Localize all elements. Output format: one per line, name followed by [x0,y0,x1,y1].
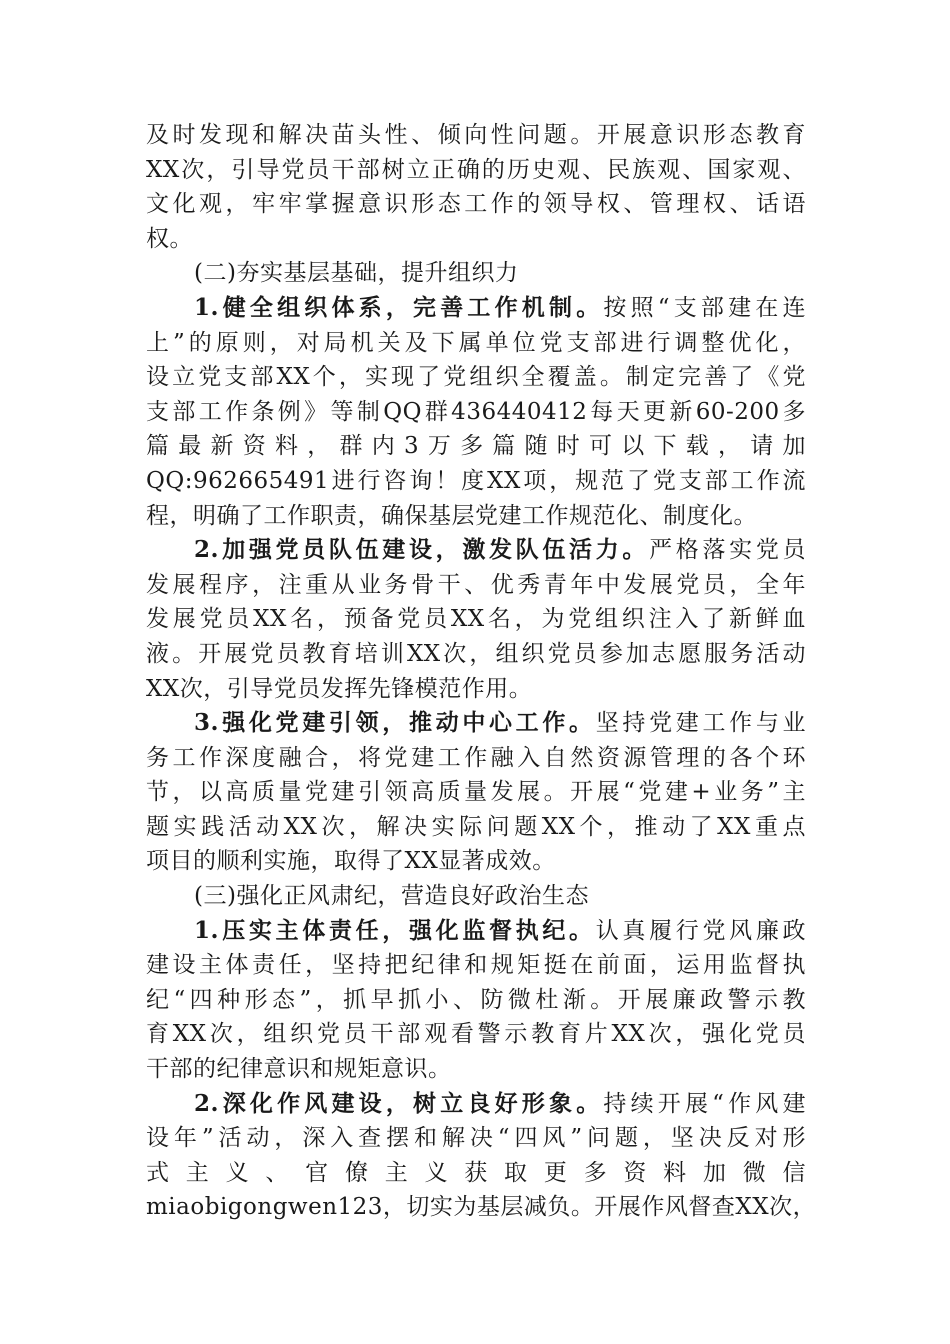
text-run: 按照“支部建在连 [603,294,806,321]
paragraph-heading: 1.健全组织体系，完善工作机制。 [194,293,604,321]
paragraph-heading: 1.压实主体责任，强化监督执纪。 [194,916,596,944]
text-line: miaobigongwen123，切实为基层减负。开展作风督查XX次， [146,1194,817,1221]
text-line [146,291,806,326]
section-heading [146,879,806,914]
text-line: 程，明确了工作职责，确保基层党建工作规范化、制度化。 [146,502,757,529]
paragraph [146,706,806,879]
text-line: 支部工作条例》等制QQ群436440412每天更新60-200多 [146,398,806,425]
text-run: 严格落实党员 [649,537,806,564]
text-line: 节，以高质量党建引领高质量发展。开展“党建+业务”主 [146,779,806,806]
text-line [146,1087,806,1122]
text-line: 发展党员XX名，预备党员XX名，为党组织注入了新鲜血 [146,606,806,633]
text-line [146,533,806,568]
section-heading [146,256,806,291]
text-line: 液。开展党员教育培训XX次，组织党员参加志愿服务活动 [146,640,806,667]
section-heading-text: (二)夯实基层基础，提升组织力 [194,260,519,287]
text-line [146,914,806,949]
text-line [146,706,806,741]
text-line: 文化观，牢牢掌握意识形态工作的领导权、管理权、话语 [146,191,806,218]
text-line: 项目的顺利实施，取得了XX显著成效。 [146,848,556,875]
text-line: 权。 [146,225,193,252]
text-line: 式主义、官僚主义获取更多资料加微信 [146,1159,806,1186]
text-line: XX次，引导党员干部树立正确的历史观、民族观、国家观、 [146,156,806,183]
text-line: 建设主体责任，坚持把纪律和规矩挺在前面，运用监督执 [146,952,806,979]
paragraph-heading: 3.强化党建引领，推动中心工作。 [194,709,596,737]
text-line: 务工作深度融合，将党建工作融入自然资源管理的各个环 [146,744,806,771]
text-line: 干部的纪律意识和规矩意识。 [146,1056,452,1083]
paragraph-heading: 2.加强党员队伍建设，激发队伍活力。 [194,536,650,564]
section-heading-text: (三)强化正风肃纪，营造良好政治生态 [194,883,589,910]
text-line: 纪“四种形态”，抓早抓小、防微杜渐。开展廉政警示教 [146,986,806,1013]
text-line: 题实践活动XX次，解决实际问题XX个，推动了XX重点 [146,813,806,840]
text-run: 持续开展“作风建 [603,1090,806,1117]
text-line: XX次，引导党员发挥先锋模范作用。 [146,675,533,702]
paragraph [146,1087,817,1225]
text-line: 发展程序，注重从业务骨干、优秀青年中发展党员，全年 [146,571,806,598]
text-line: 及时发现和解决苗头性、倾向性问题。开展意识形态教育 [146,122,806,148]
paragraph [146,291,806,533]
text-run: 坚持党建工作与业 [595,710,807,737]
paragraph-heading: 2.深化作风建设，树立良好形象。 [194,1089,604,1117]
text-line: 篇最新资料，群内3万多篇随时可以下载，请加 [146,433,806,460]
text-run: 认真履行党风廉政 [595,917,807,944]
paragraph [146,118,806,256]
text-line: 设年”活动，深入查摆和解决“四风”问题，坚决反对形 [146,1125,806,1152]
text-line: QQ:962665491进行咨询！度XX项，规范了党支部工作流 [146,467,806,494]
text-line: 设立党支部XX个，实现了党组织全覆盖。制定完善了《党 [146,364,806,391]
paragraph [146,914,806,1087]
document-page [146,118,817,1225]
paragraph [146,533,806,706]
text-line: 上”的原则，对局机关及下属单位党支部进行调整优化， [146,329,806,356]
text-line: 育XX次，组织党员干部观看警示教育片XX次，强化党员 [146,1021,806,1048]
